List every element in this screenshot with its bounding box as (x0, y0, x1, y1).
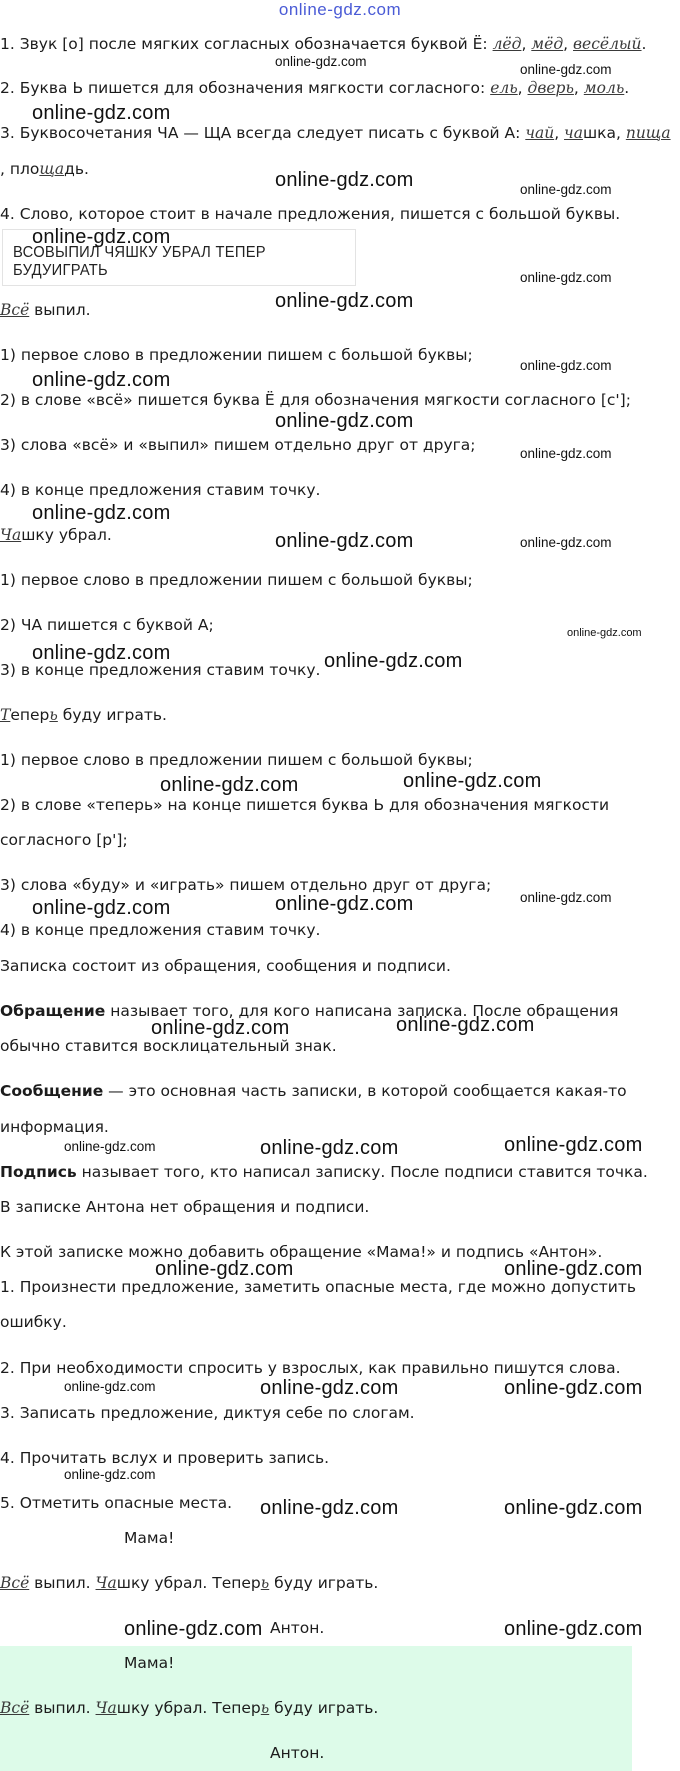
sentence-3: Теперь буду играть. (0, 706, 167, 724)
answer-greeting: Мама! (124, 1654, 175, 1672)
s3-item-2-cont: согласного [р']; (0, 831, 128, 849)
watermark: online-gdz.com (260, 1137, 399, 1159)
s2-item-1: 1) первое слово в предложении пишем с большой буквы; (0, 571, 473, 589)
rule-3: 3. Буквосочетания ЧА — ЩА всегда следует писать с буквой А: чай, чашка, пища (0, 124, 671, 142)
handwritten-word: Всё (0, 301, 30, 319)
s1-item-4: 4) в конце предложения ставим точку. (0, 481, 321, 499)
watermark: online-gdz.com (504, 1134, 643, 1156)
message-def: Сообщение — это основная часть записки, в которой сообщается какая-то (0, 1082, 627, 1100)
watermark: online-gdz.com (275, 54, 367, 69)
step-1: 1. Произнести предложение, заметить опасные места, где можно допустить (0, 1278, 637, 1296)
s3-item-2: 2) в слове «теперь» на конце пишется буква Ь для обозначения мягкости (0, 796, 610, 814)
final-signature: Антон. (270, 1619, 325, 1637)
final-message: Всё выпил. Чашку убрал. Теперь буду играть. (0, 1574, 379, 1592)
watermark: online-gdz.com (520, 182, 612, 197)
watermark: online-gdz.com (151, 1017, 290, 1039)
note-parts: Записка состоит из обращения, сообщения и подписи. (0, 957, 451, 975)
handwritten-word: ча (564, 124, 583, 142)
watermark: online-gdz.com (32, 897, 171, 919)
watermark: online-gdz.com (32, 102, 171, 124)
watermark: online-gdz.com (520, 446, 612, 461)
handwritten-word: ь (49, 706, 58, 724)
watermark: online-gdz.com (520, 535, 612, 550)
s3-item-1: 1) первое слово в предложении пишем с большой буквы; (0, 751, 473, 769)
handwritten-word: Всё (0, 1699, 30, 1717)
handwritten-word: ь (260, 1574, 270, 1592)
handwritten-word: Ча (95, 1574, 117, 1592)
watermark: online-gdz.com (32, 369, 171, 391)
watermark: online-gdz.com (275, 893, 414, 915)
handwritten-word: пища (625, 124, 671, 142)
s2-item-2: 2) ЧА пишется с буквой А; (0, 616, 214, 634)
step-4: 4. Прочитать вслух и проверить запись. (0, 1449, 330, 1467)
watermark: online-gdz.com (275, 410, 414, 432)
note-image-text: ВСОВЫПИЛ ЧЯШКУ УБРАЛ ТЕПЕР БУДУИГРАТЬ (13, 244, 266, 279)
s3-item-3: 3) слова «буду» и «играть» пишем отдельно друг от друга; (0, 876, 492, 894)
step-3: 3. Записать предложение, диктуя себе по слогам. (0, 1404, 415, 1422)
handwritten-word: ель (490, 79, 518, 97)
watermark: online-gdz.com (520, 890, 612, 905)
s1-item-1: 1) первое слово в предложении пишем с большой буквы; (0, 346, 473, 364)
step-5: 5. Отметить опасные места. (0, 1494, 233, 1512)
watermark: online-gdz.com (324, 650, 463, 672)
site-logo: online-gdz.com (278, 0, 402, 19)
anton-note: В записке Антона нет обращения и подписи. (0, 1198, 370, 1216)
watermark: online-gdz.com (124, 1618, 263, 1640)
watermark: online-gdz.com (504, 1618, 643, 1640)
watermark: online-gdz.com (160, 774, 299, 796)
watermark: online-gdz.com (155, 1258, 294, 1280)
watermark: online-gdz.com (504, 1497, 643, 1519)
add-note: К этой записке можно добавить обращение «Мама!» и подпись «Антон». (0, 1243, 603, 1261)
rule-4: 4. Слово, которое стоит в начале предложения, пишется с большой буквы. (0, 205, 621, 223)
watermark: online-gdz.com (275, 290, 414, 312)
watermark: online-gdz.com (260, 1497, 399, 1519)
handwritten-word: Ча (0, 526, 22, 544)
handwritten-word: Т (0, 706, 11, 724)
watermark: online-gdz.com (520, 270, 612, 285)
sentence-2: Чашку убрал. (0, 526, 112, 544)
handwritten-word: ь (260, 1699, 270, 1717)
sentence-1: Всё выпил. (0, 301, 91, 319)
handwritten-word: весёлый (573, 35, 642, 53)
s1-item-2: 2) в слове «всё» пишется буква Ё для обозначения мягкости согласного [с']; (0, 391, 631, 409)
address-def-cont: обычно ставится восклицательный знак. (0, 1037, 337, 1055)
rule-1: 1. Звук [о] после мягких согласных обозначается буквой Ё: лёд, мёд, весёлый. (0, 35, 647, 53)
watermark: online-gdz.com (520, 358, 612, 373)
answer-signature: Антон. (270, 1744, 325, 1762)
s3-item-4: 4) в конце предложения ставим точку. (0, 921, 321, 939)
step-1-cont: ошибку. (0, 1313, 67, 1331)
handwritten-word: дверь (527, 79, 574, 97)
watermark: online-gdz.com (567, 627, 642, 639)
watermark: online-gdz.com (520, 62, 612, 77)
watermark: online-gdz.com (64, 1467, 156, 1482)
message-def-cont: информация. (0, 1118, 109, 1136)
watermark: online-gdz.com (32, 502, 171, 524)
watermark: online-gdz.com (504, 1258, 643, 1280)
watermark: online-gdz.com (275, 169, 414, 191)
watermark: online-gdz.com (32, 642, 171, 664)
handwritten-word: мёд (531, 35, 564, 53)
rule-3-cont: , площадь. (0, 160, 89, 178)
step-2: 2. При необходимости спросить у взрослых, как правильно пишутся слова. (0, 1359, 621, 1377)
answer-message: Всё выпил. Чашку убрал. Теперь буду играть. (0, 1699, 379, 1717)
watermark: online-gdz.com (275, 530, 414, 552)
final-greeting: Мама! (124, 1529, 175, 1547)
handwritten-word: Ча (95, 1699, 117, 1717)
watermark: online-gdz.com (64, 1139, 156, 1154)
handwritten-word: Всё (0, 1574, 30, 1592)
handwritten-word: лёд (492, 35, 522, 53)
s2-item-3: 3) в конце предложения ставим точку. (0, 661, 321, 679)
address-def: Обращение называет того, для кого написана записка. После обращения (0, 1002, 619, 1020)
watermark: online-gdz.com (260, 1377, 399, 1399)
handwritten-word: ща (39, 160, 65, 178)
watermark: online-gdz.com (396, 1014, 535, 1036)
rule-2: 2. Буква Ь пишется для обозначения мягкости согласного: ель, дверь, моль. (0, 79, 630, 97)
watermark: online-gdz.com (32, 226, 171, 248)
handwritten-word: чай (525, 124, 555, 142)
signature-def: Подпись называет того, кто написал записку. После подписи ставится точка. (0, 1163, 648, 1181)
watermark: online-gdz.com (403, 770, 542, 792)
s1-item-3: 3) слова «всё» и «выпил» пишем отдельно друг от друга; (0, 436, 476, 454)
watermark: online-gdz.com (64, 1379, 156, 1394)
watermark: online-gdz.com (504, 1377, 643, 1399)
handwritten-word: моль (583, 79, 625, 97)
